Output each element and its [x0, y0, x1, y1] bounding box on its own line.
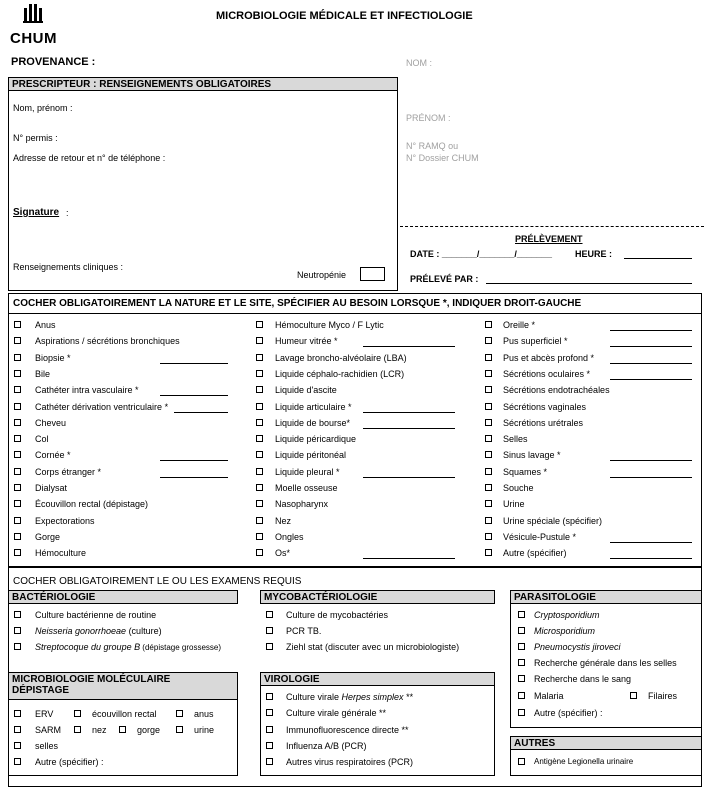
exam-item: Autre (spécifier) :	[534, 708, 603, 718]
checkbox[interactable]	[266, 709, 273, 716]
checkbox[interactable]	[485, 403, 492, 410]
nature-item-label: Souche	[503, 483, 534, 493]
specify-line[interactable]	[610, 542, 692, 543]
exam-item	[35, 626, 162, 636]
checkbox[interactable]	[14, 500, 21, 507]
checkbox[interactable]	[485, 549, 492, 556]
nature-item-label: Oreille *	[503, 320, 536, 330]
checkbox[interactable]	[256, 484, 263, 491]
nature-item-label: Col	[35, 434, 49, 444]
checkbox[interactable]	[256, 354, 263, 361]
nature-item-label: Sécrétions oculaires *	[503, 369, 591, 379]
checkbox[interactable]	[176, 726, 183, 733]
checkbox[interactable]	[256, 337, 263, 344]
checkbox[interactable]	[14, 468, 21, 475]
nature-item-label: Gorge	[35, 532, 61, 542]
checkbox[interactable]	[518, 659, 525, 666]
nature-item-label: Cheveu	[35, 418, 67, 428]
exam-item: Malaria	[534, 691, 564, 701]
signature-label[interactable]: Signature	[13, 207, 60, 218]
exam-item-italic: Herpes simplex	[341, 692, 404, 702]
checkbox[interactable]	[485, 500, 492, 507]
nature-item-label: Liquide de bourse*	[275, 418, 351, 428]
checkbox[interactable]	[485, 321, 492, 328]
nature-item-label: Sécrétions urétrales	[503, 418, 584, 428]
checkbox[interactable]	[518, 758, 525, 765]
exam-item: Microsporidium	[534, 626, 596, 636]
checkbox[interactable]	[256, 468, 263, 475]
exam-item: PCR TB.	[286, 626, 322, 636]
specify-line[interactable]	[363, 428, 455, 429]
checkbox[interactable]	[14, 611, 21, 618]
checkbox[interactable]	[485, 354, 492, 361]
checkbox[interactable]	[74, 726, 81, 733]
checkbox[interactable]	[266, 742, 273, 749]
checkbox[interactable]	[14, 321, 21, 328]
renseignements-label[interactable]: Renseignements cliniques :	[13, 262, 124, 272]
exam-item	[286, 692, 413, 702]
nature-item-label: Liquide articulaire *	[275, 402, 352, 412]
virologie-header: VIROLOGIE	[260, 672, 495, 686]
checkbox[interactable]	[14, 419, 21, 426]
prelevement-dashed-divider	[400, 226, 704, 227]
checkbox[interactable]	[485, 386, 492, 393]
nature-item-label: Liquide pleural *	[275, 467, 340, 477]
checkbox[interactable]	[266, 693, 273, 700]
checkbox[interactable]	[14, 370, 21, 377]
exam-item-suffix: (culture)	[126, 626, 162, 636]
checkbox[interactable]	[485, 484, 492, 491]
exam-item: nez	[92, 725, 107, 735]
ramq-label-2: N° Dossier CHUM	[406, 153, 479, 163]
nature-item-label: Anus	[35, 320, 56, 330]
nature-item-label: Autre (spécifier)	[503, 548, 567, 558]
checkbox[interactable]	[14, 403, 21, 410]
prenom-label: PRÉNOM :	[406, 113, 451, 123]
exam-item-suffix: (dépistage grossesse)	[140, 643, 222, 652]
nom-prenom-label[interactable]: Nom, prénom :	[13, 103, 73, 113]
checkbox[interactable]	[485, 517, 492, 524]
specify-line[interactable]	[363, 346, 455, 347]
checkbox[interactable]	[176, 710, 183, 717]
nom-label: NOM :	[406, 58, 432, 68]
provenance-label: PROVENANCE :	[11, 56, 96, 68]
exam-item: anus	[194, 709, 214, 719]
exam-item-italic: Streptocoque du groupe B	[35, 642, 141, 652]
checkbox[interactable]	[266, 643, 273, 650]
nature-item-label: Aspirations / sécrétions bronchiques	[35, 336, 180, 346]
checkbox[interactable]	[74, 710, 81, 717]
ramq-label-1: N° RAMQ ou	[406, 141, 459, 151]
nature-item-label: Cathéter intra vasculaire *	[35, 385, 139, 395]
nature-item-label: Nasopharynx	[275, 499, 329, 509]
exam-item: Culture bactérienne de routine	[35, 610, 157, 620]
checkbox[interactable]	[14, 386, 21, 393]
nature-item-label: Selles	[503, 434, 528, 444]
examens-header: COCHER OBLIGATOIREMENT LE OU LES EXAMENS REQUIS	[13, 576, 302, 587]
nature-item-label: Liquide céphalo-rachidien (LCR)	[275, 369, 405, 379]
checkbox[interactable]	[256, 517, 263, 524]
nature-item-label: Sinus lavage *	[503, 450, 561, 460]
specify-line[interactable]	[363, 558, 455, 559]
checkbox[interactable]	[630, 692, 637, 699]
nature-item-label: Moelle osseuse	[275, 483, 338, 493]
nature-item-label: Humeur vitrée *	[275, 336, 338, 346]
nature-item-label: Vésicule-Pustule *	[503, 532, 577, 542]
checkbox[interactable]	[14, 710, 21, 717]
moleculaire-title-2: DÉPISTAGE	[12, 685, 70, 696]
checkbox[interactable]	[256, 403, 263, 410]
nature-item-label: Lavage broncho-alvéolaire (LBA)	[275, 353, 407, 363]
date-field[interactable]: DATE : _______/_______/_______	[410, 249, 552, 259]
checkbox[interactable]	[14, 758, 21, 765]
signature-colon: :	[66, 208, 69, 218]
nature-item-label: Corps étranger *	[35, 467, 102, 477]
preleve-par-label: PRÉLEVÉ PAR :	[410, 274, 479, 284]
exam-item	[35, 642, 221, 652]
exam-item-italic: Neisseria gonorrhoeae	[35, 626, 127, 636]
exam-item: Autres virus respiratoires (PCR)	[286, 757, 414, 767]
nature-item-label: Sécrétions vaginales	[503, 402, 587, 412]
checkbox[interactable]	[485, 419, 492, 426]
specify-line[interactable]	[610, 346, 692, 347]
checkbox[interactable]	[14, 742, 21, 749]
exam-item: Antigène Legionella urinaire	[534, 757, 634, 766]
mycobacteriologie-header: MYCOBACTÉRIOLOGIE	[260, 590, 495, 604]
nature-item-label: Urine spéciale (spécifier)	[503, 516, 603, 526]
exam-item-prefix: Culture virale	[286, 692, 342, 702]
preleve-par-line[interactable]	[486, 283, 692, 284]
exam-item: urine	[194, 725, 215, 735]
permis-label[interactable]: N° permis :	[13, 133, 58, 143]
exam-item: Cryptosporidium	[534, 610, 600, 620]
heure-label: HEURE :	[575, 249, 613, 259]
nature-item-label: Bile	[35, 369, 51, 379]
nature-item-label: Hémoculture Myco / F Lytic	[275, 320, 384, 330]
exam-item: ERV	[35, 709, 54, 719]
checkbox[interactable]	[485, 337, 492, 344]
nature-item-label: Écouvillon rectal (dépistage)	[35, 499, 149, 509]
checkbox[interactable]	[14, 627, 21, 634]
specify-line[interactable]	[160, 363, 228, 364]
checkbox[interactable]	[266, 758, 273, 765]
nature-header-divider	[8, 313, 702, 314]
nature-item-label: Liquide péritonéal	[275, 450, 347, 460]
nature-item-label: Expectorations	[35, 516, 95, 526]
specify-line[interactable]	[610, 558, 692, 559]
exam-item: SARM	[35, 725, 62, 735]
checkbox[interactable]	[485, 468, 492, 475]
specify-line[interactable]	[610, 330, 692, 331]
chum-logo	[10, 4, 70, 50]
nature-item-label: Sécrétions endotrachéales	[503, 385, 610, 395]
specify-line[interactable]	[610, 363, 692, 364]
checkbox[interactable]	[518, 611, 525, 618]
specify-line[interactable]	[160, 460, 228, 461]
parasitologie-header: PARASITOLOGIE	[510, 590, 702, 604]
checkbox[interactable]	[14, 726, 21, 733]
prescripteur-header: PRESCRIPTEUR : RENSEIGNEMENTS OBLIGATOIRES	[8, 77, 398, 91]
nature-item-label: Os*	[275, 548, 291, 558]
nature-item-label: Liquide péricardique	[275, 434, 357, 444]
checkbox[interactable]	[256, 321, 263, 328]
checkbox[interactable]	[14, 337, 21, 344]
exam-item: Influenza A/B (PCR)	[286, 741, 367, 751]
checkbox[interactable]	[256, 451, 263, 458]
specify-line[interactable]	[610, 477, 692, 478]
exam-item: Pneumocystis jiroveci	[534, 642, 621, 652]
checkbox[interactable]	[14, 354, 21, 361]
checkbox[interactable]	[518, 675, 525, 682]
specify-line[interactable]	[160, 477, 228, 478]
checkbox[interactable]	[14, 451, 21, 458]
page-title: MICROBIOLOGIE MÉDICALE ET INFECTIOLOGIE	[216, 10, 473, 22]
exam-item: selles	[35, 741, 59, 751]
nature-item-label: Ongles	[275, 532, 304, 542]
checkbox[interactable]	[518, 709, 525, 716]
moleculaire-title-1: MICROBIOLOGIE MOLÉCULAIRE	[12, 674, 171, 685]
checkbox[interactable]	[266, 726, 273, 733]
nature-item-label: Cathéter dérivation ventriculaire *	[35, 402, 169, 412]
specify-line[interactable]	[363, 477, 455, 478]
moleculaire-header	[8, 672, 238, 700]
neutropenie-checkbox[interactable]	[360, 267, 385, 281]
checkbox[interactable]	[14, 484, 21, 491]
bacteriologie-header: BACTÉRIOLOGIE	[8, 590, 238, 604]
exam-item: Ziehl stat (discuter avec un microbiologiste)	[286, 642, 460, 652]
checkbox[interactable]	[266, 611, 273, 618]
exam-item: Recherche dans le sang	[534, 674, 632, 684]
checkbox[interactable]	[485, 533, 492, 540]
autres-header: AUTRES	[510, 736, 702, 750]
checkbox[interactable]	[485, 370, 492, 377]
checkbox[interactable]	[256, 533, 263, 540]
exam-item: Filaires	[648, 691, 678, 701]
neutropenie-label: Neutropénie	[297, 270, 347, 280]
specify-line[interactable]	[610, 379, 692, 380]
checkbox[interactable]	[256, 549, 263, 556]
nature-item-label: Urine	[503, 499, 525, 509]
nature-item-label: Cornée *	[35, 450, 71, 460]
specify-line[interactable]	[363, 412, 455, 413]
checkbox[interactable]	[485, 451, 492, 458]
logo-text: CHUM	[10, 30, 57, 47]
checkbox[interactable]	[518, 692, 525, 699]
nature-item-label: Dialysat	[35, 483, 68, 493]
checkbox[interactable]	[518, 643, 525, 650]
nature-item-label: Squames *	[503, 467, 548, 477]
nature-item-label: Biopsie *	[35, 353, 71, 363]
exam-item-suffix: **	[403, 692, 414, 702]
heure-line[interactable]	[624, 258, 692, 259]
exam-item: Recherche générale dans les selles	[534, 658, 677, 668]
nature-item-label: Hémoculture	[35, 548, 87, 558]
checkbox[interactable]	[14, 533, 21, 540]
specify-line[interactable]	[160, 395, 228, 396]
exam-item: Immunofluorescence directe **	[286, 725, 409, 735]
nature-item-label: Pus et abcès profond *	[503, 353, 595, 363]
checkbox[interactable]	[14, 549, 21, 556]
specify-line[interactable]	[174, 412, 228, 413]
nature-item-label: Nez	[275, 516, 292, 526]
specify-line[interactable]	[610, 460, 692, 461]
checkbox[interactable]	[256, 500, 263, 507]
exam-item: Autre (spécifier) :	[35, 757, 104, 767]
chum-logo-icon	[23, 4, 49, 24]
adresse-label[interactable]: Adresse de retour et n° de téléphone :	[13, 153, 166, 163]
checkbox[interactable]	[119, 726, 126, 733]
checkbox[interactable]	[14, 517, 21, 524]
checkbox[interactable]	[14, 643, 21, 650]
checkbox[interactable]	[256, 370, 263, 377]
checkbox[interactable]	[485, 435, 492, 442]
checkbox[interactable]	[256, 386, 263, 393]
checkbox[interactable]	[518, 627, 525, 634]
nature-header: COCHER OBLIGATOIREMENT LA NATURE ET LE SITE, SPÉCIFIER AU BESOIN LORSQUE *, INDIQUER DROIT-GAUCHE	[13, 298, 582, 309]
nature-item-label: Liquide d'ascite	[275, 385, 337, 395]
exam-item: Culture virale générale **	[286, 708, 387, 718]
prelevement-title: PRÉLÈVEMENT	[515, 234, 583, 244]
checkbox[interactable]	[256, 419, 263, 426]
checkbox[interactable]	[266, 627, 273, 634]
exam-item: écouvillon rectal	[92, 709, 157, 719]
exam-item: Culture de mycobactéries	[286, 610, 389, 620]
checkbox[interactable]	[256, 435, 263, 442]
exam-item: gorge	[137, 725, 161, 735]
checkbox[interactable]	[14, 435, 21, 442]
nature-item-label: Pus superficiel *	[503, 336, 568, 346]
